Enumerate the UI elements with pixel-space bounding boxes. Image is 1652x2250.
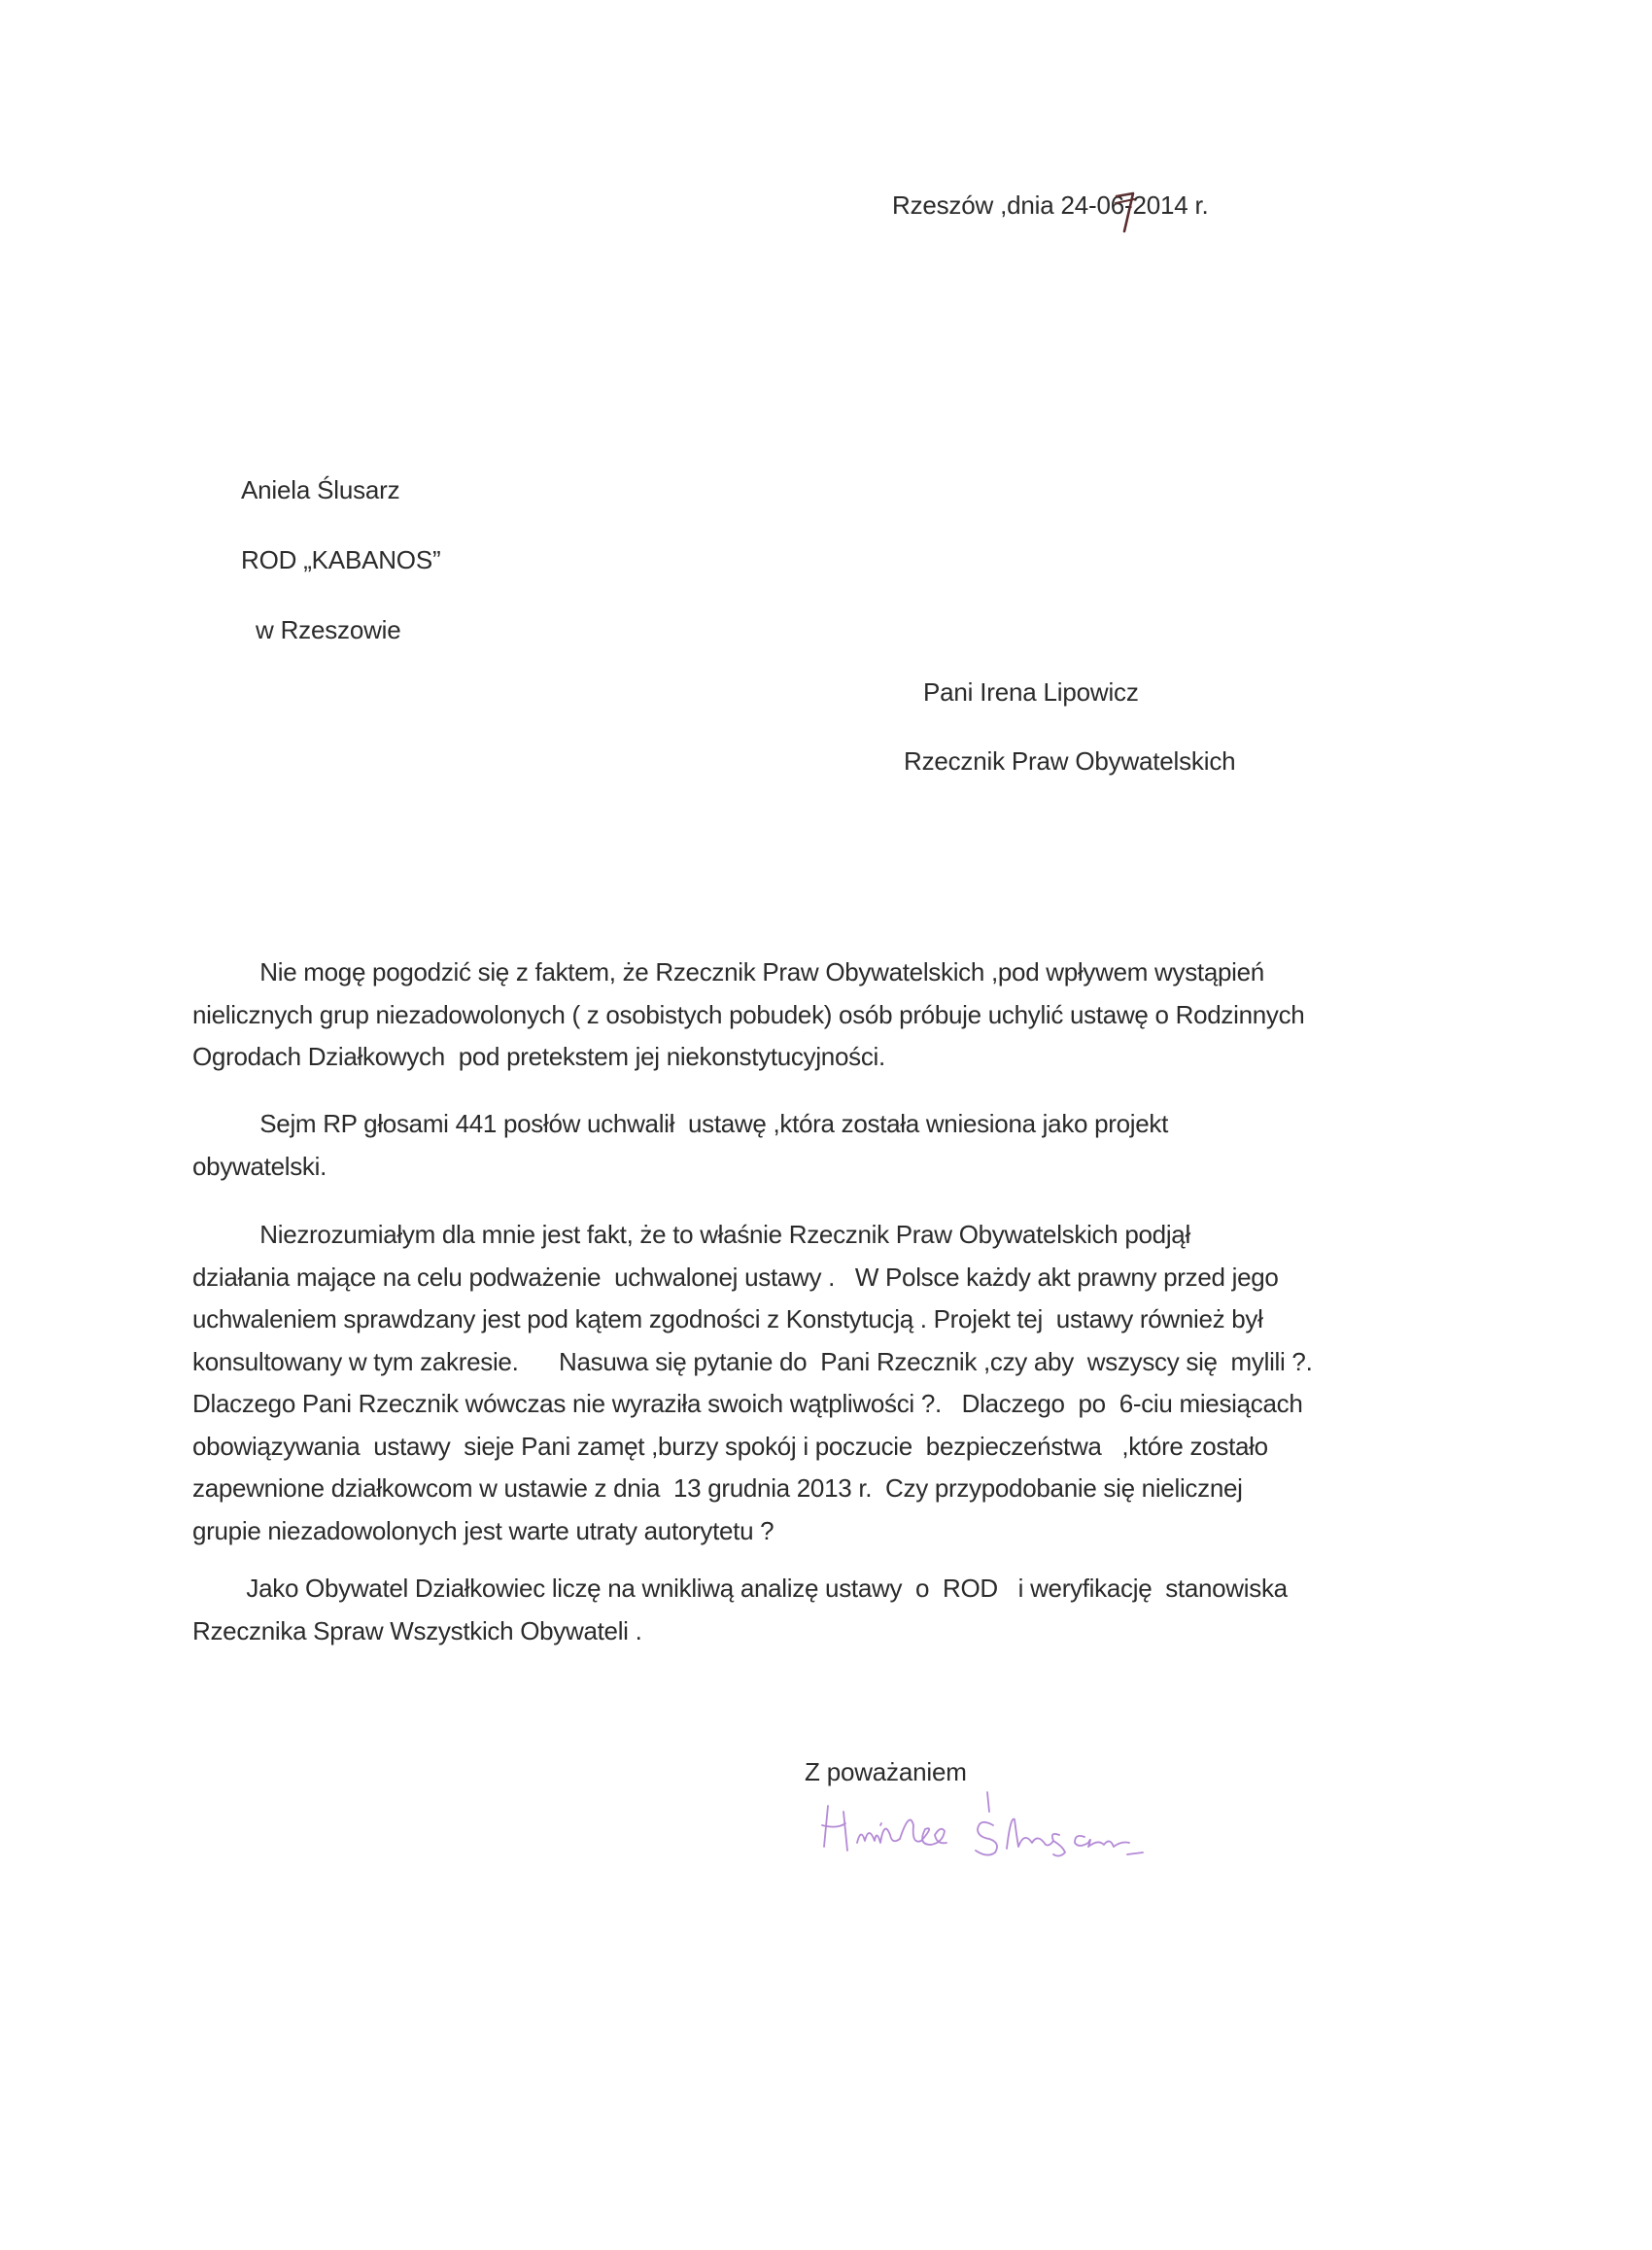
paragraph-line: Niezrozumiałym dla mnie jest fakt, że to właśnie Rzecznik Praw Obywatelskich podjął xyxy=(192,1220,1190,1249)
date-suffix: -2014 r. xyxy=(1124,190,1209,220)
paragraph-line: Jako Obywatel Działkowiec liczę na wnikliwą analizę ustawy o ROD i weryfikację stanowiska xyxy=(192,1574,1288,1603)
paragraph-4 xyxy=(192,1568,1456,1652)
paragraph-line: Dlaczego Pani Rzecznik wówczas nie wyraziła swoich wątpliwości ?. Dlaczego po 6-ciu miesiącach xyxy=(192,1389,1303,1418)
paragraph-line: działania mające na celu podważenie uchwalonej ustawy . W Polsce każdy akt prawny przed jego xyxy=(192,1262,1279,1292)
paragraph-line: Ogrodach Działkowych pod pretekstem jej niekonstytucyjności. xyxy=(192,1042,885,1071)
paragraph-1 xyxy=(192,952,1456,1079)
paragraph-line: Sejm RP głosami 441 posłów uchwalił ustawę ,która została wniesiona jako projekt xyxy=(192,1109,1169,1138)
date-month-corrected xyxy=(1111,190,1124,220)
paragraph-line: Nie mogę pogodzić się z faktem, że Rzecznik Praw Obywatelskich ,pod wpływem wystąpień xyxy=(192,957,1264,987)
closing-salutation: Z poważaniem xyxy=(805,1757,967,1786)
sender-organization: ROD „KABANOS” xyxy=(241,545,441,574)
sender-name: Aniela Ślusarz xyxy=(241,475,400,504)
paragraph-line: grupie niezadowolonych jest warte utraty autorytetu ? xyxy=(192,1515,774,1545)
date-prefix: Rzeszów ,dnia 24-0 xyxy=(892,190,1111,220)
paragraph-line: obywatelski. xyxy=(192,1151,327,1181)
paragraph-line: konsultowany w tym zakresie. Nasuwa się pytanie do Pani Rzecznik ,czy aby wszyscy się mylili ?. xyxy=(192,1346,1313,1376)
paragraph-line: obowiązywania ustawy sieje Pani zamęt ,burzy spokój i poczucie bezpieczeństwa ,które zostało xyxy=(192,1431,1268,1461)
struck-digit: 6 xyxy=(1110,190,1125,220)
date-line xyxy=(892,190,1209,220)
paragraph-line: uchwaleniem sprawdzany jest pod kątem zgodności z Konstytucją . Projekt tej ustawy również był xyxy=(192,1304,1263,1333)
handwritten-signature xyxy=(816,1786,1263,1864)
paragraph-line: Rzecznika Spraw Wszystkich Obywateli . xyxy=(192,1615,642,1645)
paragraph-line: zapewnione działkowcom w ustawie z dnia 13 grudnia 2013 r. Czy przypodobanie się nielicznej xyxy=(192,1473,1243,1503)
sender-city: w Rzeszowie xyxy=(256,615,401,644)
paragraph-3 xyxy=(192,1214,1456,1552)
recipient-name: Pani Irena Lipowicz xyxy=(923,677,1139,707)
recipient-title: Rzecznik Praw Obywatelskich xyxy=(904,746,1236,776)
paragraph-2 xyxy=(192,1103,1456,1188)
paragraph-line: nielicznych grup niezadowolonych ( z osobistych pobudek) osób próbuje uchylić ustawę o Rodzinnych xyxy=(192,999,1305,1029)
